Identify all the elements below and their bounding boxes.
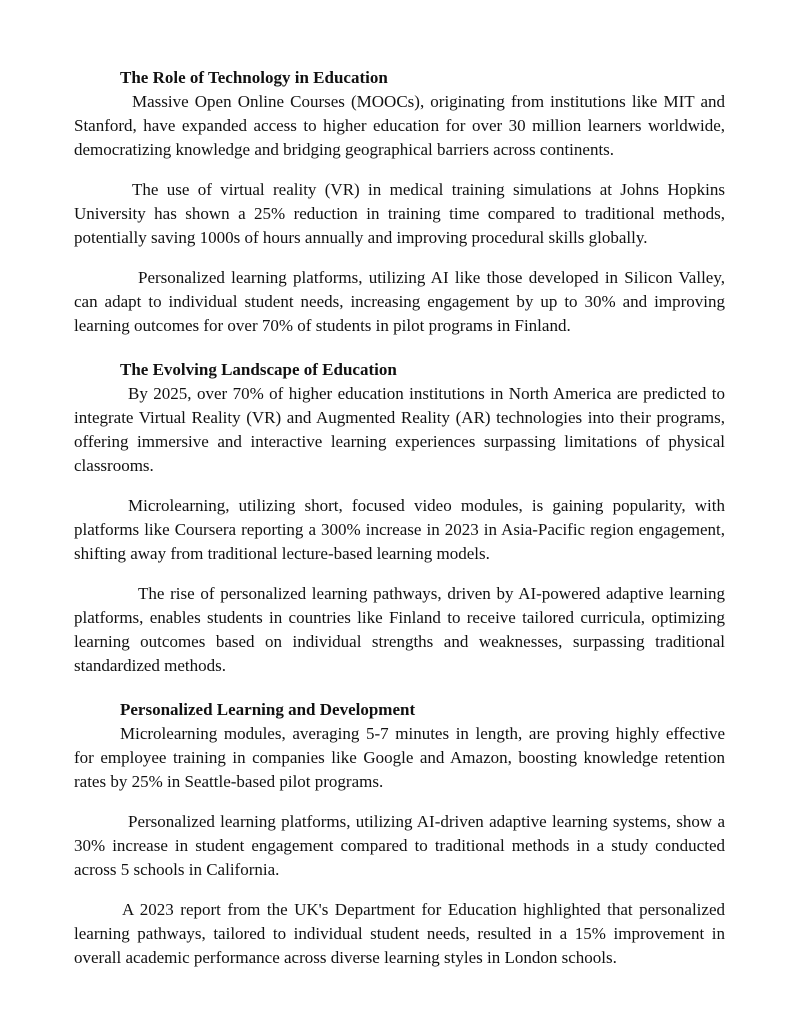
paragraph: Personalized learning platforms, utilizing AI-driven adaptive learning systems, show a 30% increase in student engagement compared to traditional methods in a study conducted across 5 schools in California.: [74, 812, 725, 879]
section-title: Personalized Learning and Development: [120, 700, 416, 719]
section-title: The Evolving Landscape of Education: [120, 360, 397, 379]
document-page: [74, 66, 725, 990]
paragraph: The use of virtual reality (VR) in medical training simulations at Johns Hopkins University has shown a 25% reduction in training time compared to traditional methods, potentially saving 1000s of hours annually and improving procedural skills globally.: [74, 180, 725, 247]
section-role-of-technology: [74, 66, 725, 338]
section-evolving-landscape: [74, 358, 725, 678]
section-personalized-learning: [74, 698, 725, 970]
paragraph: Massive Open Online Courses (MOOCs), originating from institutions like MIT and Stanford, have expanded access to higher education for over 30 million learners worldwide, democratizing knowledge and bridging geographical barriers across continents.: [74, 92, 725, 159]
paragraph: By 2025, over 70% of higher education institutions in North America are predicted to integrate Virtual Reality (VR) and Augmented Reality (AR) technologies into their programs, offering immersive and interactive learning experiences surpassing limitations of physical classrooms.: [74, 384, 725, 475]
paragraph: The rise of personalized learning pathways, driven by AI-powered adaptive learning platforms, enables students in countries like Finland to receive tailored curricula, optimizing learning outcomes based on individual strengths and weaknesses, surpassing traditional standardized methods.: [74, 584, 725, 675]
paragraph: Microlearning, utilizing short, focused video modules, is gaining popularity, with platforms like Coursera reporting a 300% increase in 2023 in Asia-Pacific region engagement, shifting away from traditional lecture-based learning models.: [74, 496, 725, 563]
section-title: The Role of Technology in Education: [120, 68, 388, 87]
paragraph: A 2023 report from the UK's Department for Education highlighted that personalized learning pathways, tailored to individual student needs, resulted in a 15% improvement in overall academic performance across diverse learning styles in London schools.: [74, 900, 725, 967]
paragraph: Personalized learning platforms, utilizing AI like those developed in Silicon Valley, can adapt to individual student needs, increasing engagement by up to 30% and improving learning outcomes for over 70% of students in pilot programs in Finland.: [74, 268, 725, 335]
paragraph: Microlearning modules, averaging 5-7 minutes in length, are proving highly effective for employee training in companies like Google and Amazon, boosting knowledge retention rates by 25% in Seattle-based pilot programs.: [74, 724, 725, 791]
